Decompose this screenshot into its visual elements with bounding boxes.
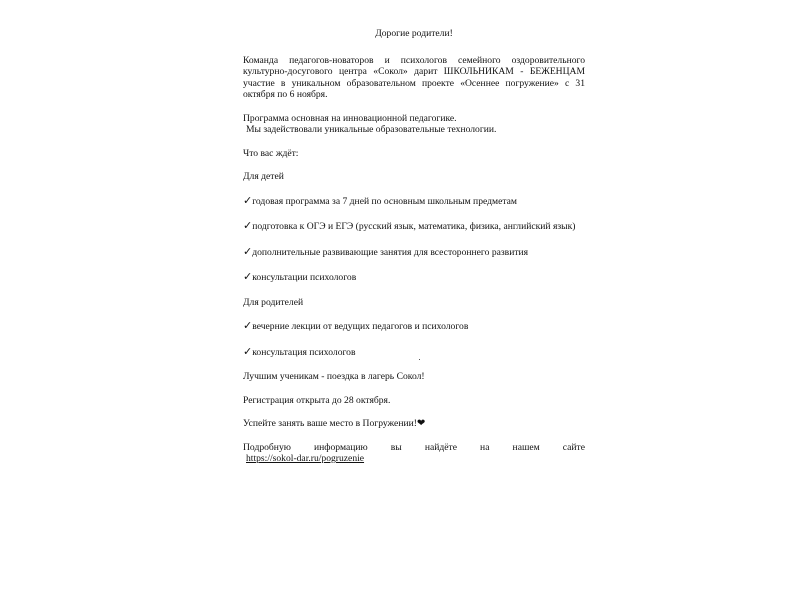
program-line-2: Мы задействовали уникальные образовательные технологии. bbox=[246, 124, 497, 135]
checkmark-icon: ✓ bbox=[243, 319, 253, 332]
what-awaits-heading: Что вас ждёт: bbox=[243, 147, 299, 159]
list-item bbox=[243, 220, 585, 233]
checkmark-icon: ✓ bbox=[243, 244, 253, 258]
intro-paragraph: Команда педагогов-новаторов и психологов семейного оздоровительного культурно-досугового центра «Сокол» дарит ШКОЛЬНИКАМ - БЕЖЕНЦАМ участие в уникальном образовательном проекте «Осеннее погружение» с 31 октября по 6 ноября. bbox=[243, 54, 585, 100]
list-item-text: вечерние лекции от ведущих педагогов и психологов bbox=[252, 321, 469, 332]
list-item-text: консультация психологов bbox=[252, 346, 356, 358]
program-line-1: Программа основная на инновационной педагогике. bbox=[243, 112, 457, 124]
checkmark-icon: ✓ bbox=[243, 193, 253, 207]
more-info-text: Подробную информацию вы найдёте на нашем сайте bbox=[243, 441, 585, 453]
program-paragraph bbox=[243, 113, 585, 136]
list-item bbox=[243, 271, 585, 284]
scan-speck bbox=[419, 359, 420, 360]
list-item bbox=[243, 346, 585, 359]
best-students-line: Лучшим ученикам - поездка в лагерь Сокол! bbox=[243, 371, 425, 382]
list-item-text: дополнительные развивающие занятия для всестороннего развития bbox=[252, 246, 529, 258]
for-parents-heading: Для родителей bbox=[243, 296, 304, 308]
more-info-paragraph bbox=[243, 442, 585, 465]
for-children-heading: Для детей bbox=[243, 171, 284, 182]
heart-icon: ❤ bbox=[416, 418, 426, 429]
checkmark-icon: ✓ bbox=[243, 270, 253, 283]
list-item-text: подготовка к ОГЭ и ЕГЭ (русский язык, математика, физика, английский язык) bbox=[252, 221, 576, 232]
list-item bbox=[243, 246, 585, 259]
list-item-text: консультации психологов bbox=[252, 272, 357, 283]
list-item-text: годовая программа за 7 дней по основным школьным предметам bbox=[252, 195, 517, 207]
checkmark-icon: ✓ bbox=[243, 219, 253, 232]
letter-body bbox=[243, 28, 585, 465]
letter-title: Дорогие родители! bbox=[375, 28, 453, 39]
registration-line: Регистрация открыта до 28 октября. bbox=[243, 394, 391, 406]
checkmark-icon: ✓ bbox=[243, 344, 253, 358]
list-item bbox=[243, 195, 585, 208]
hurry-text: Успейте занять ваше место в Погружении! bbox=[243, 418, 417, 429]
hurry-line bbox=[243, 418, 585, 430]
website-link[interactable]: https://sokol-dar.ru/pogruzenie bbox=[246, 453, 365, 464]
list-item bbox=[243, 320, 585, 333]
